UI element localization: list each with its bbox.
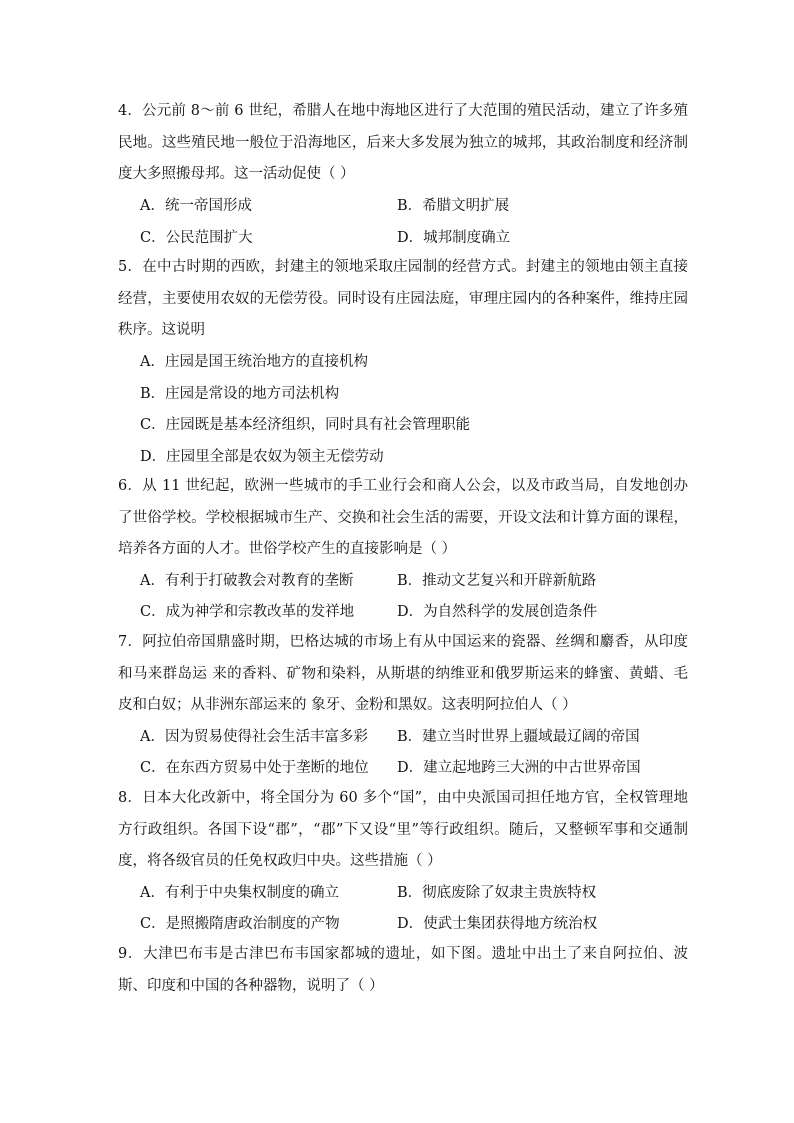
question-6-option-c: C．成为神学和宗教改革的发祥地 — [140, 604, 355, 620]
question-8-option-d: D．使武士集团获得地方统治权 — [397, 916, 598, 932]
question-8-option-b: B．彻底废除了奴隶主贵族特权 — [397, 885, 597, 901]
question-7-stem: 7．阿拉伯帝国鼎盛时期，巴格达城的市场上有从中国运来的瓷器、丝绸和麝香，从印度和马来群岛运 来的香料、矿物和染料，从斯堪的纳维亚和俄罗斯运来的蜂蜜、黄蜡、毛皮和白奴；从非洲东部运来的 象牙、金粉和黑奴。这表明阿拉伯人（ ） — [118, 634, 688, 713]
question-6-option-d: D．为自然科学的发展创造条件 — [397, 604, 598, 620]
question-4-option-b: B．希腊文明扩展 — [397, 198, 510, 214]
question-7-option-d: D．建立起地跨三大洲的中古世界帝国 — [397, 760, 641, 776]
question-6-stem: 6．从 11 世纪起，欧洲一些城市的手工业行会和商人公会，以及市政当局，自发地创办了世俗学校。学校根据城市生产、交换和社会生活的需要，开设文法和计算方面的课程，培养各方面的人才。世俗学校产生的直接影响是（ ） — [118, 478, 688, 557]
question-9-stem: 9．大津巴布韦是古津巴布韦国家都城的遗址，如下图。遗址中出土了来自阿拉伯、波斯、印度和中国的各种器物，说明了（ ） — [118, 946, 688, 994]
question-5-option-a: A．庄园是国王统治地方的直接机构 — [140, 354, 368, 370]
question-5-stem: 5．在中古时期的西欧，封建主的领地采取庄园制的经营方式。封建主的领地由领主直接经营，主要使用农奴的无偿劳役。同时设有庄园法庭，审理庄园内的各种案件，维持庄园秩序。这说明 — [118, 259, 688, 338]
question-7-option-c: C．在东西方贸易中处于垄断的地位 — [140, 760, 369, 776]
question-4-stem: 4．公元前 8～前 6 世纪，希腊人在地中海地区进行了大范围的殖民活动，建立了许多殖民地。这些殖民地一般位于沿海地区，后来大多发展为独立的城邦，其政治制度和经济制度大多照搬母邦。这一活动促使（ ） — [118, 103, 688, 182]
question-5-option-d: D．庄园里全部是农奴为领主无偿劳动 — [140, 449, 384, 465]
question-5-option-c: C．庄园既是基本经济组织，同时具有社会管理职能 — [140, 417, 471, 433]
question-4-option-a: A．统一帝国形成 — [140, 198, 252, 214]
question-8-stem: 8．日本大化改新中，将全国分为 60 多个“国”，由中央派国司担任地方官，全权管理地方行政组织。各国下设“郡”，“郡”下又设“里”等行政组织。随后，又整顿军事和交通制度，将各级官员的任免权政归中央。这些措施（ ） — [118, 790, 688, 869]
question-4-option-c: C．公民范围扩大 — [140, 230, 253, 246]
question-8-option-c: C．是照搬隋唐政治制度的产物 — [140, 916, 340, 932]
question-4-option-d: D．城邦制度确立 — [397, 230, 511, 246]
question-7-option-a: A．因为贸易使得社会生活丰富多彩 — [140, 729, 368, 745]
question-5-option-b: B．庄园是常设的地方司法机构 — [140, 386, 340, 402]
question-8-option-a: A．有利于中央集权制度的确立 — [140, 885, 339, 901]
question-6-option-a: A．有利于打破教会对教育的垄断 — [140, 573, 354, 589]
question-7-option-b: B．建立当时世界上疆域最辽阔的帝国 — [397, 729, 640, 745]
question-6-option-b: B．推动文艺复兴和开辟新航路 — [397, 573, 597, 589]
